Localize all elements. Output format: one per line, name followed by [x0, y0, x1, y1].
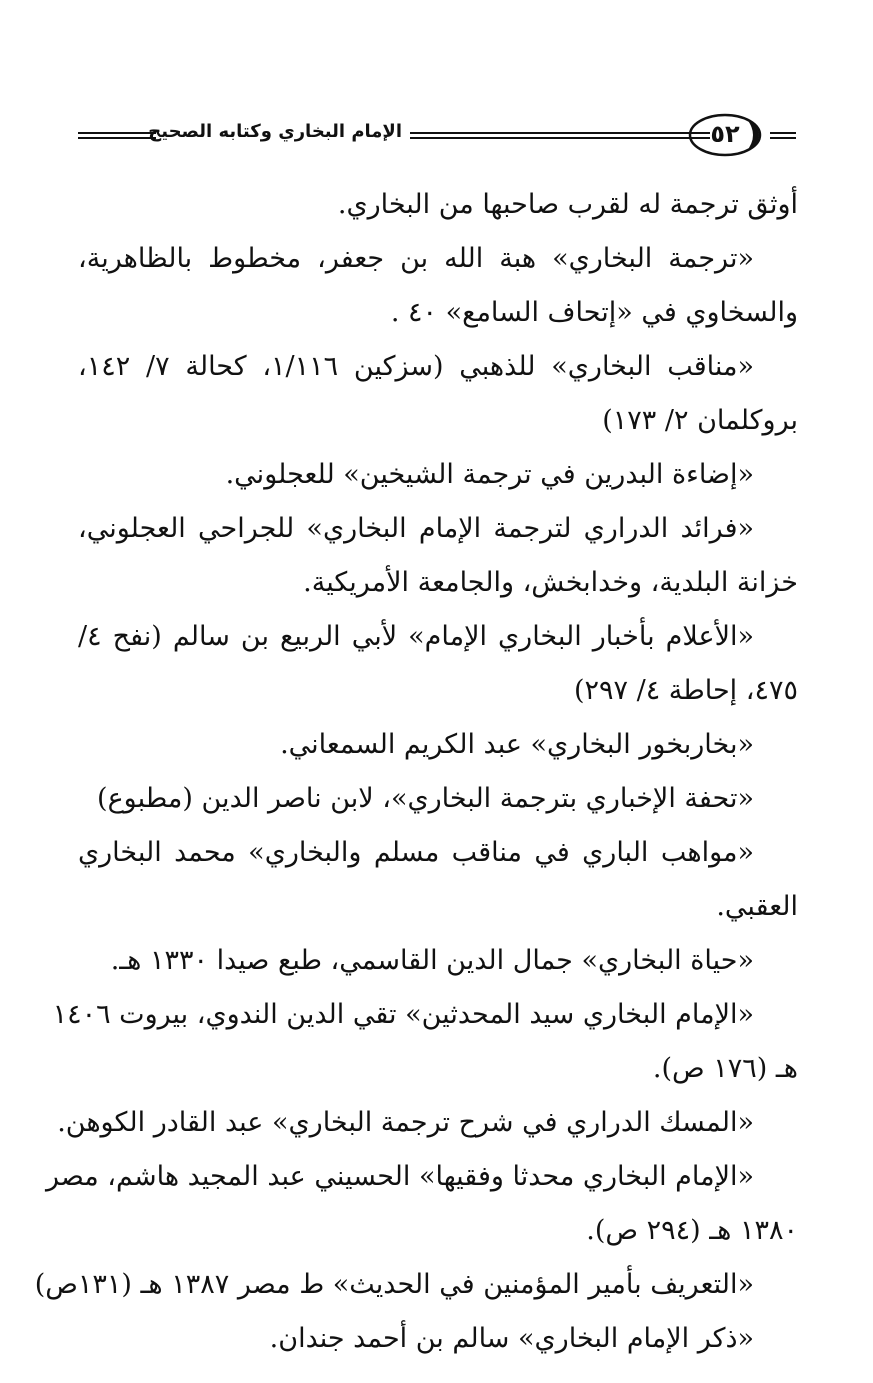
bibliography-entry	[34, 1258, 798, 1312]
bibliography-entry	[78, 1312, 798, 1366]
bibliography-entry	[78, 826, 798, 934]
entry-line: «المسك الدراري في شرح ترجمة البخاري» عبد القادر الكوهن.	[57, 1107, 754, 1138]
bibliography-list	[34, 178, 798, 1366]
entry-line: «إضاءة البدرين في ترجمة الشيخين» للعجلوني.	[225, 459, 754, 490]
bibliography-entry	[45, 1150, 798, 1258]
bibliography-entry	[52, 988, 798, 1096]
entry-line: «الإمام البخاري محدثا وفقيها» الحسيني عبد المجيد هاشم، مصر	[45, 1161, 754, 1192]
bibliography-entry	[57, 1096, 798, 1150]
entry-line: «فرائد الدراري لترجمة الإمام البخاري» للجراحي العجلوني،	[78, 513, 754, 544]
entry-line: خزانة البلدية، وخدابخش، والجامعة الأمريكية.	[303, 567, 798, 598]
entry-line: «حياة البخاري» جمال الدين القاسمي، طبع صيدا ١٣٣٠ هـ.	[110, 945, 754, 976]
entry-line: ١٣٨٠ هـ (٢٩٤ ص).	[586, 1215, 798, 1246]
entry-line: «الأعلام بأخبار البخاري الإمام» لأبي الربيع بن سالم (نفح ٤/	[78, 621, 754, 652]
bibliography-entry	[78, 718, 798, 772]
entry-line: «ذكر الإمام البخاري» سالم بن أحمد جندان.	[269, 1323, 754, 1354]
entry-line: بروكلمان ٢/ ١٧٣)	[602, 405, 798, 436]
header-rule-right	[770, 132, 796, 139]
entry-line: «مناقب البخاري» للذهبي (سزكين ١/١١٦، كحالة ٧/ ١٤٢،	[78, 351, 754, 382]
running-header	[78, 112, 796, 162]
page-number-badge	[688, 112, 772, 158]
bibliography-entry	[78, 772, 798, 826]
running-title: الإمام البخاري وكتابه الصحيح	[148, 121, 402, 142]
entry-line: «بخاربخور البخاري» عبد الكريم السمعاني.	[280, 729, 754, 760]
page-number: ٥٢	[710, 120, 740, 148]
entry-line: «مواهب الباري في مناقب مسلم والبخاري» محمد البخاري	[78, 837, 754, 868]
entry-line: «ترجمة البخاري» هبة الله بن جعفر، مخطوط بالظاهرية،	[78, 243, 754, 274]
entry-line: أوثق ترجمة له لقرب صاحبها من البخاري.	[337, 189, 798, 220]
entry-line: هـ (١٧٦ ص).	[652, 1053, 798, 1084]
entry-line: ٤٧٥، إحاطة ٤/ ٢٩٧)	[573, 675, 798, 706]
bibliography-entry	[78, 448, 798, 502]
bibliography-entry	[78, 178, 798, 232]
entry-line: «التعريف بأمير المؤمنين في الحديث» ط مصر ١٣٨٧ هـ (١٣١ص)	[34, 1269, 754, 1300]
entry-line: «الإمام البخاري سيد المحدثين» تقي الدين الندوي، بيروت ١٤٠٦	[52, 999, 754, 1030]
entry-line: العقبي.	[716, 891, 798, 922]
bibliography-entry	[78, 934, 798, 988]
bibliography-entry	[78, 610, 798, 718]
entry-line: «تحفة الإخباري بترجمة البخاري»، لابن ناصر الدين (مطبوع)	[97, 783, 754, 814]
header-rule-middle	[410, 132, 710, 139]
bibliography-entry	[78, 232, 798, 340]
bibliography-entry	[78, 502, 798, 610]
bibliography-entry	[78, 340, 798, 448]
header-rule-left	[78, 132, 156, 139]
entry-line: والسخاوي في «إتحاف السامع» ٤٠ .	[390, 297, 798, 328]
